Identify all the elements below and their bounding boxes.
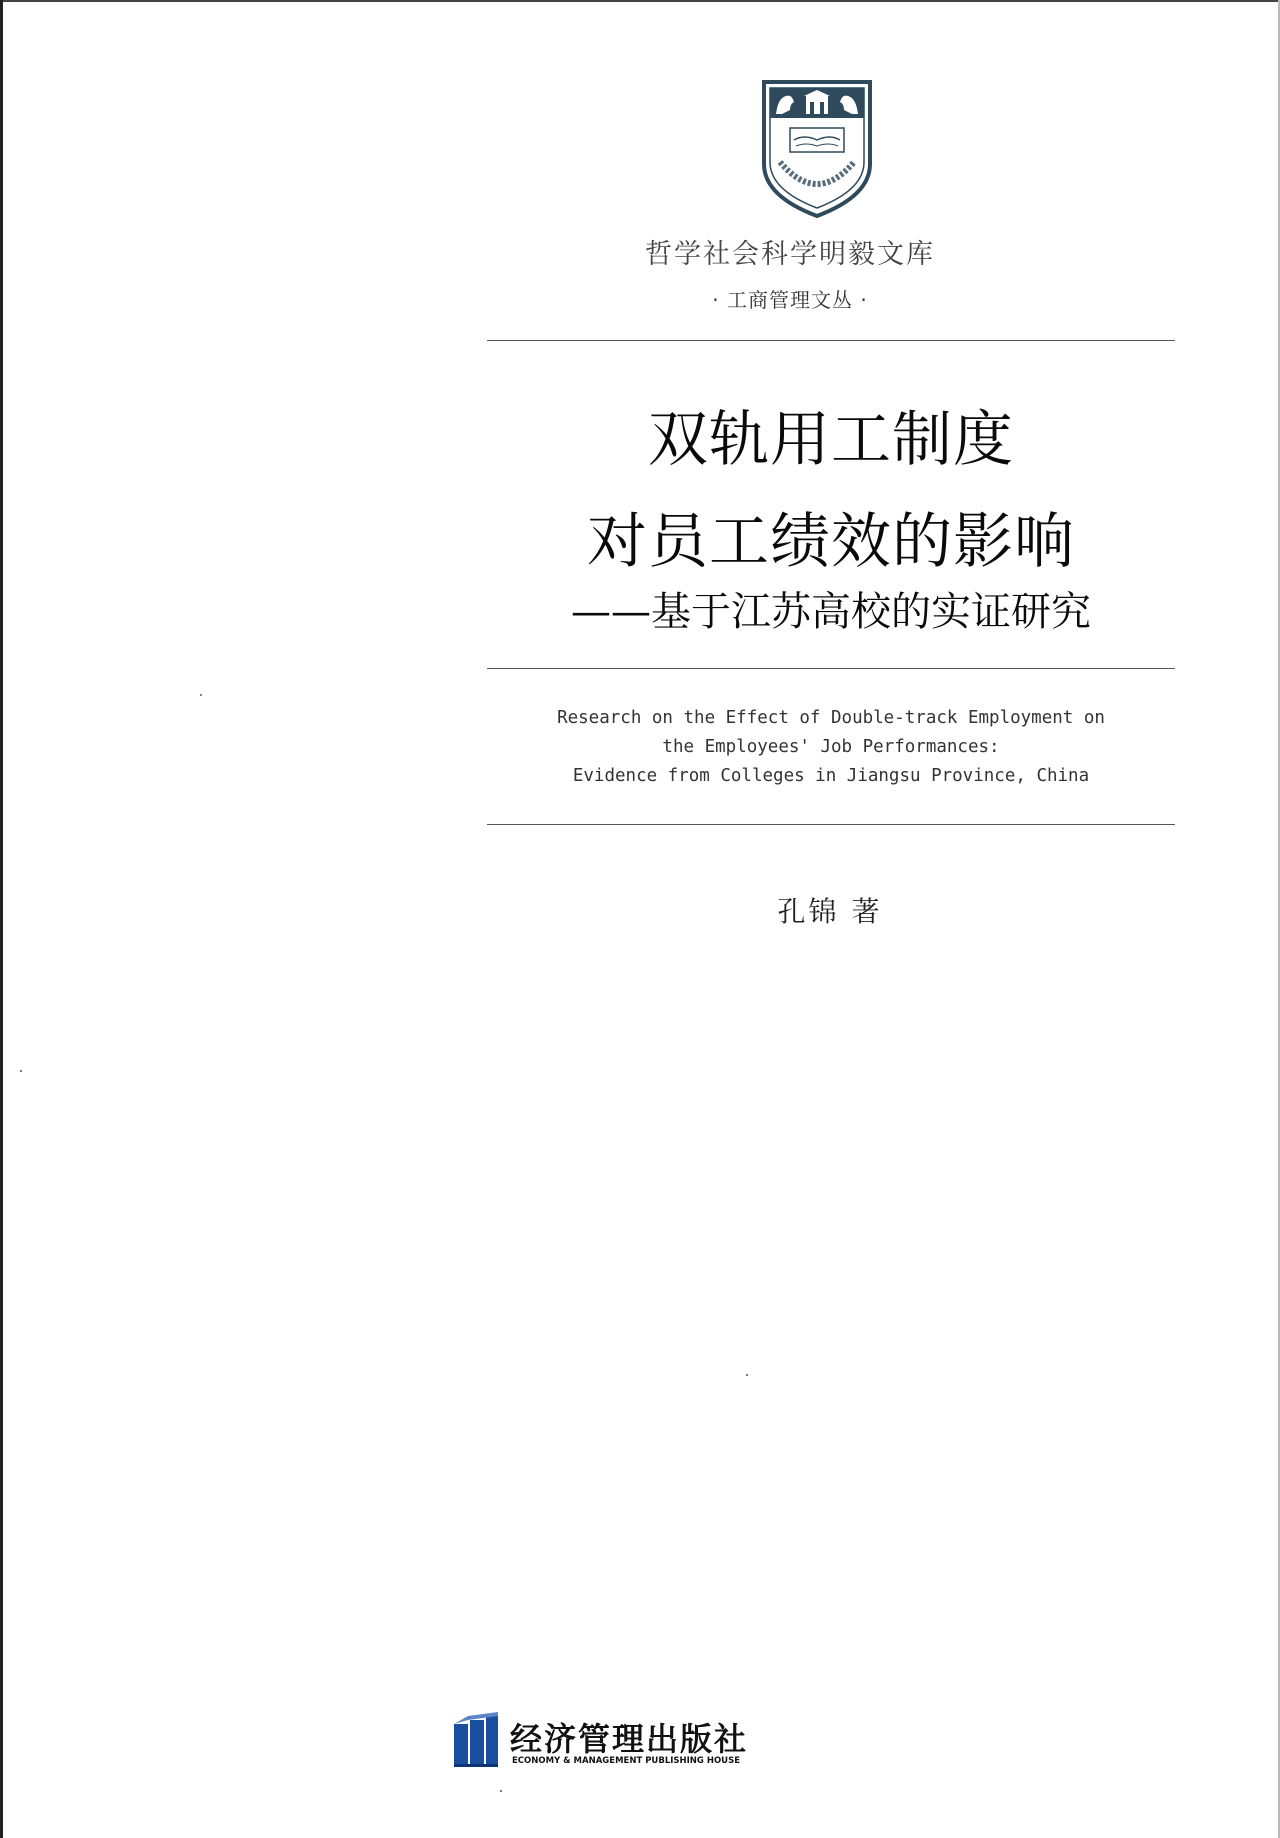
author-name: 孔锦 著 (777, 895, 883, 928)
divider-rule-top (487, 340, 1175, 341)
scan-edge-left (0, 0, 3, 1838)
scan-speck (746, 1374, 748, 1376)
english-title-line-3: Evidence from Colleges in Jiangsu Province, China (572, 766, 1090, 786)
book-subtitle: ——基于江苏高校的实证研究 (571, 589, 1091, 635)
divider-rule-middle (487, 668, 1175, 669)
english-title-line-2: the Employees' Job Performances: (662, 737, 1000, 757)
university-emblem-icon (760, 78, 874, 220)
publisher-name-english: ECONOMY & MANAGEMENT PUBLISHING HOUSE (512, 1756, 741, 1766)
publisher-name: 经济管理出版社 (510, 1720, 749, 1758)
english-title (487, 704, 1175, 791)
scan-speck (200, 694, 202, 696)
divider-rule-bottom (487, 824, 1175, 825)
publisher-logo-icon (450, 1710, 500, 1770)
scan-edge-top (0, 0, 1280, 2)
scan-speck (20, 1070, 22, 1072)
publisher-block (450, 1710, 780, 1770)
series-title: 哲学社会科学明毅文库 (645, 239, 935, 270)
scan-speck (500, 1790, 502, 1792)
book-title-line-1: 双轨用工制度 (648, 405, 1014, 475)
book-title-line-2: 对员工绩效的影响 (587, 507, 1075, 577)
english-title-line-1: Research on the Effect of Double-track Employment on (557, 708, 1105, 728)
series-subtitle: · 工商管理文丛 · (712, 288, 868, 312)
